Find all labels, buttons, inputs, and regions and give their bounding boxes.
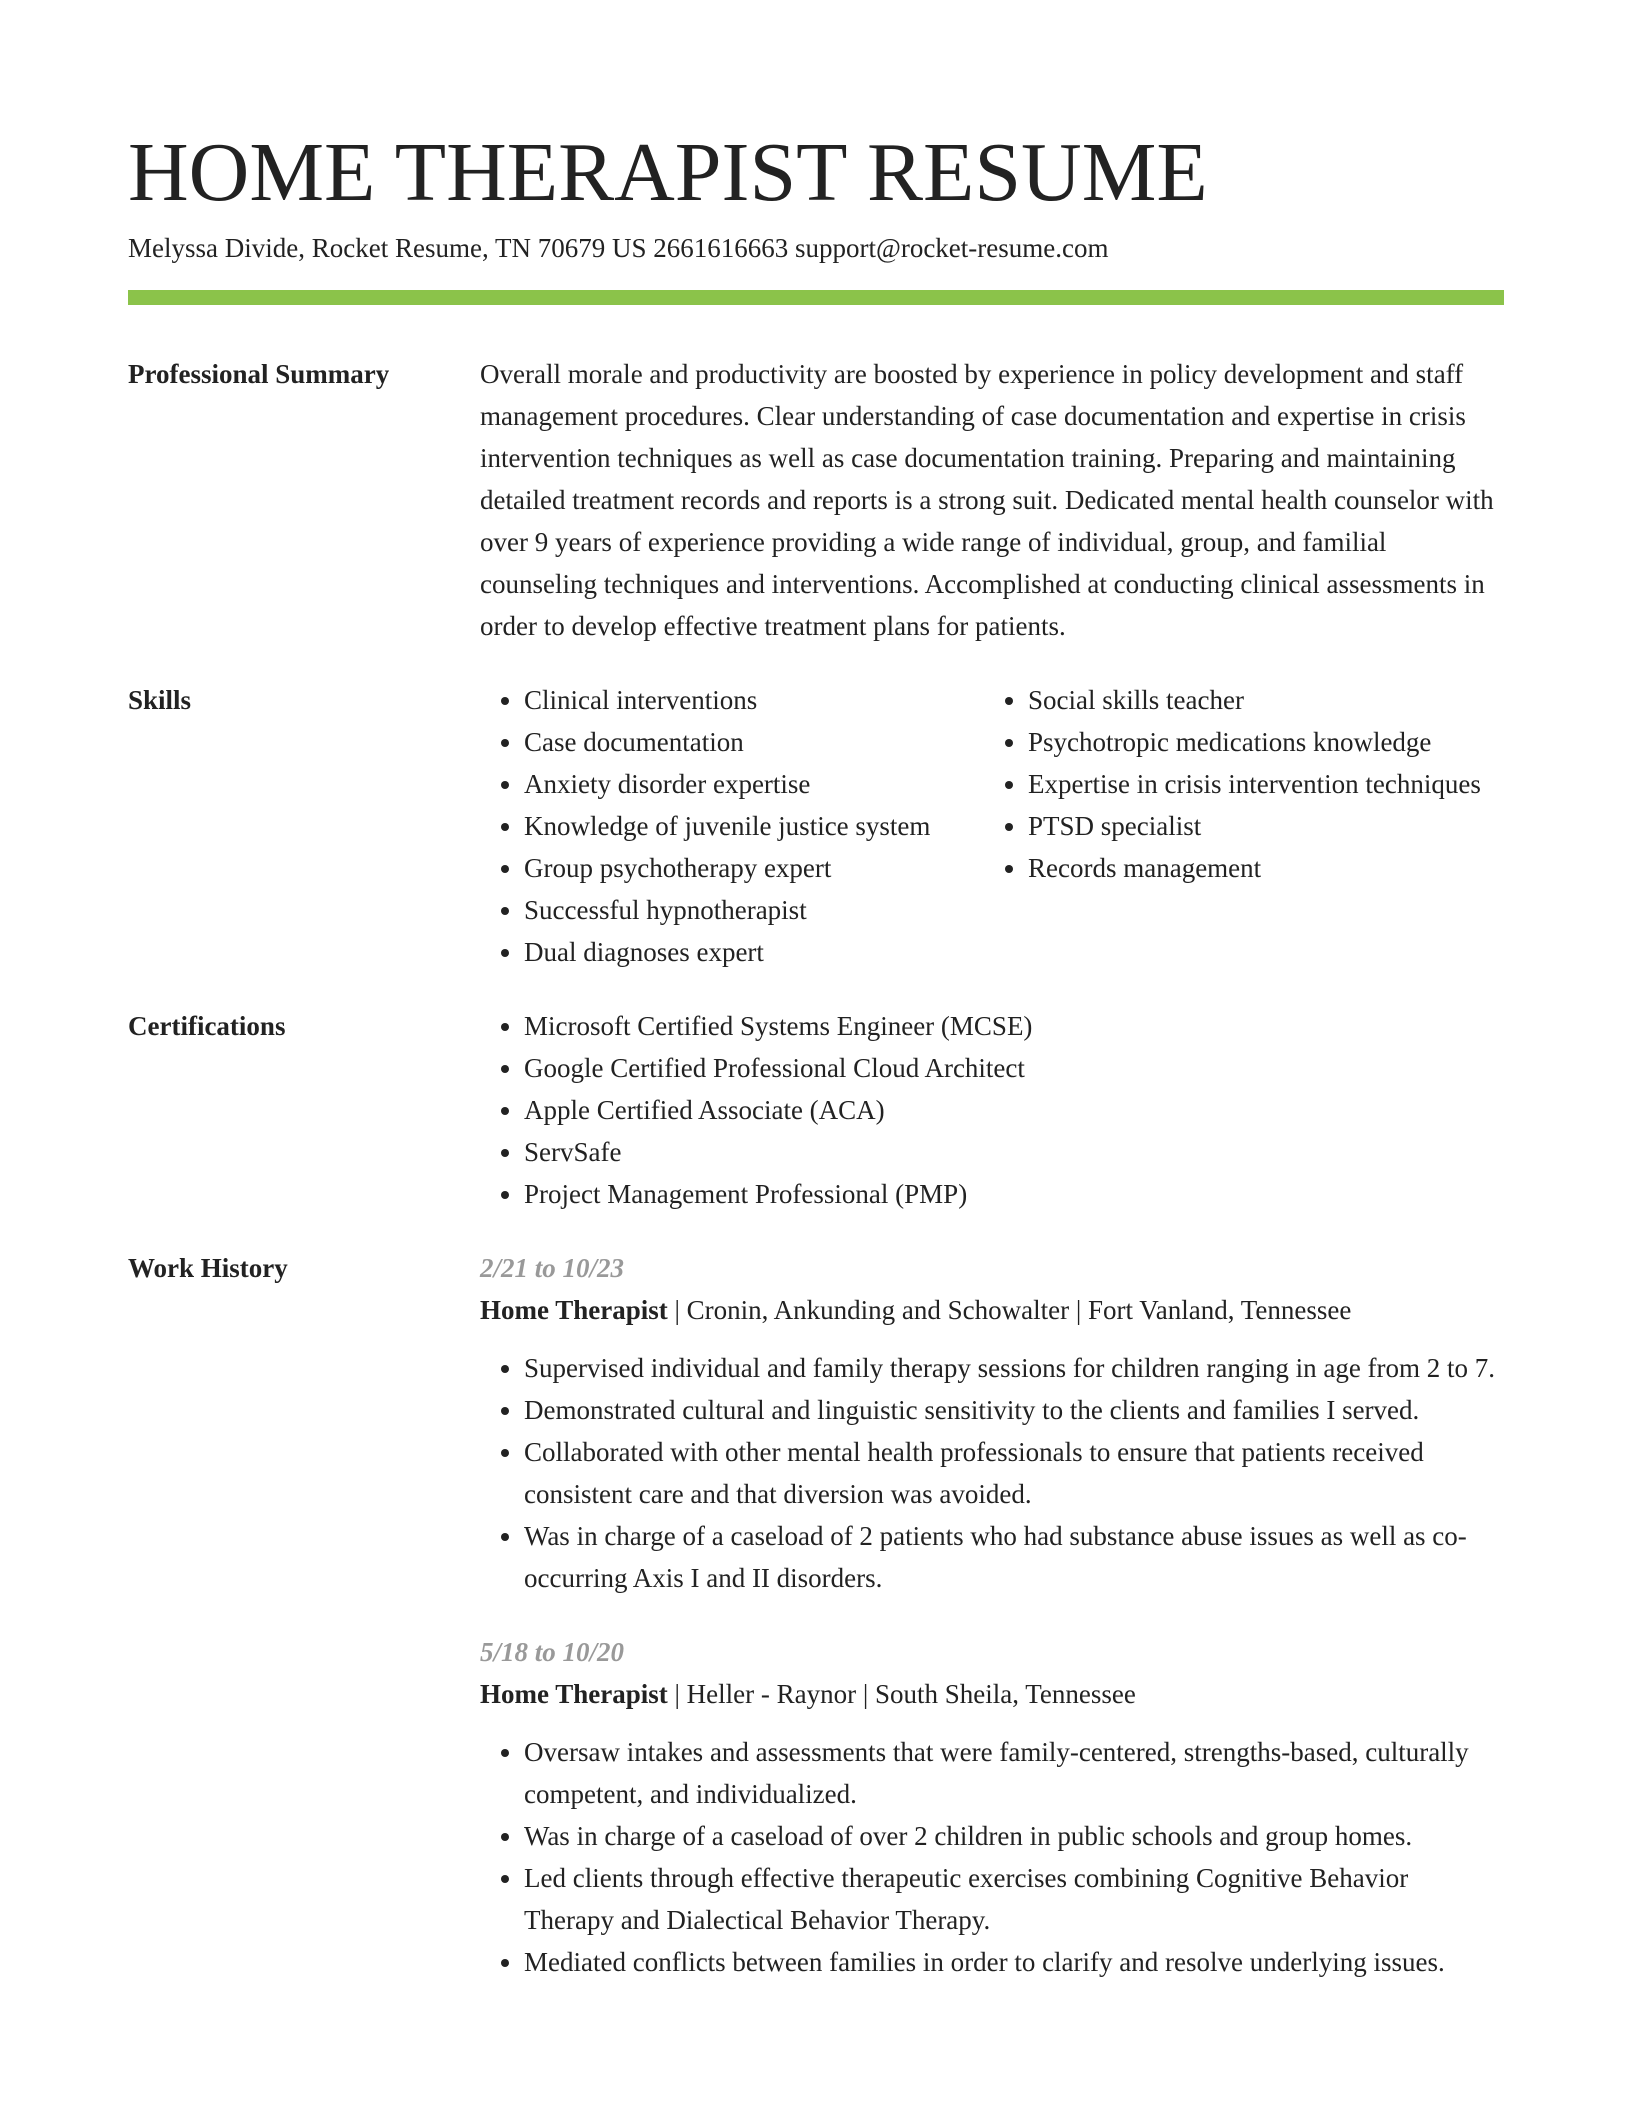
- job-bullet: • Was in charge of a caseload of 2 patients who had substance abuse issues as well as co-occurring Axis I and II disorders.: [524, 1515, 1504, 1599]
- summary-text: Overall morale and productivity are boosted by experience in policy development and staff management procedures. Clear understanding of case documentation and expertise in crisis intervention techniques as well as case documentation training. Preparing and maintaining detailed treatment records and reports is a strong suit. Dedicated mental health counselor with over 9 years of experience providing a wide range of individual, group, and familial counseling techniques and interventions. Accomplished at conducting clinical assessments in order to develop effective treatment plans for patients.: [480, 359, 1494, 641]
- skill-item: • Anxiety disorder expertise: [524, 763, 984, 805]
- certifications-section: [128, 1005, 1504, 1215]
- skill-item: • Psychotropic medications knowledge: [1028, 721, 1504, 763]
- resume-title: HOME THERAPIST RESUME: [128, 126, 1208, 219]
- section-label-skills: Skills: [128, 685, 192, 715]
- job-bullets: [480, 1347, 1504, 1599]
- job-title: Home Therapist: [480, 1295, 668, 1325]
- skill-item: • Expertise in crisis intervention techniques: [1028, 763, 1504, 805]
- skill-item: • Clinical interventions: [524, 679, 984, 721]
- professional-summary-section: [128, 353, 1504, 647]
- job-entry: [480, 1247, 1504, 1599]
- certification-item: • Project Management Professional (PMP): [524, 1173, 1504, 1215]
- job-title: Home Therapist: [480, 1679, 668, 1709]
- resume-page: [128, 118, 1504, 1983]
- certification-item: • Apple Certified Associate (ACA): [524, 1089, 1504, 1131]
- accent-divider: [128, 290, 1504, 305]
- job-header: [480, 1673, 1504, 1715]
- job-employer-location: | Heller - Raynor | South Sheila, Tennessee: [667, 1679, 1136, 1709]
- job-employer-location: | Cronin, Ankunding and Schowalter | Fort Vanland, Tennessee: [667, 1295, 1352, 1325]
- skill-item: • Group psychotherapy expert: [524, 847, 984, 889]
- certifications-body: [480, 1005, 1504, 1215]
- skill-item: • Successful hypnotherapist: [524, 889, 984, 931]
- section-label-certifications: Certifications: [128, 1011, 286, 1041]
- job-bullet: • Collaborated with other mental health professionals to ensure that patients received consistent care and that diversion was avoided.: [524, 1431, 1504, 1515]
- skill-item: • Dual diagnoses expert: [524, 931, 984, 973]
- job-dates: 5/18 to 10/20: [480, 1637, 625, 1667]
- section-label-work-history: Work History: [128, 1253, 288, 1283]
- contact-line: Melyssa Divide, Rocket Resume, TN 70679 US 2661616663 support@rocket-resume.com: [128, 233, 1109, 263]
- job-bullet: • Supervised individual and family therapy sessions for children ranging in age from 2 to 7.: [524, 1347, 1504, 1389]
- skill-item: • Records management: [1028, 847, 1504, 889]
- certification-item: • ServSafe: [524, 1131, 1504, 1173]
- certification-item: • Google Certified Professional Cloud Architect: [524, 1047, 1504, 1089]
- job-bullet: • Oversaw intakes and assessments that were family-centered, strengths-based, culturally competent, and individualized.: [524, 1731, 1504, 1815]
- skill-item: • Case documentation: [524, 721, 984, 763]
- skill-item: • Social skills teacher: [1028, 679, 1504, 721]
- job-bullet: • Was in charge of a caseload of over 2 children in public schools and group homes.: [524, 1815, 1504, 1857]
- job-bullet: • Demonstrated cultural and linguistic sensitivity to the clients and families I served.: [524, 1389, 1504, 1431]
- job-bullets: [480, 1731, 1504, 1983]
- skills-section: [128, 679, 1504, 973]
- job-header: [480, 1289, 1504, 1331]
- section-label-summary: Professional Summary: [128, 359, 390, 389]
- skill-item: • PTSD specialist: [1028, 805, 1504, 847]
- job-bullet: • Mediated conflicts between families in order to clarify and resolve underlying issues.: [524, 1941, 1504, 1983]
- job-entry: [480, 1631, 1504, 1983]
- job-dates: 2/21 to 10/23: [480, 1253, 625, 1283]
- certification-item: • Microsoft Certified Systems Engineer (MCSE): [524, 1005, 1504, 1047]
- job-bullet: • Led clients through effective therapeutic exercises combining Cognitive Behavior Therapy and Dialectical Behavior Therapy.: [524, 1857, 1504, 1941]
- skills-list-left: [480, 679, 984, 973]
- certifications-list: [480, 1005, 1504, 1215]
- work-history-section: [128, 1247, 1504, 1983]
- skills-columns: [480, 679, 1504, 973]
- work-history-body: [480, 1247, 1504, 1983]
- skill-item: • Knowledge of juvenile justice system: [524, 805, 984, 847]
- skills-list-right: [984, 679, 1504, 973]
